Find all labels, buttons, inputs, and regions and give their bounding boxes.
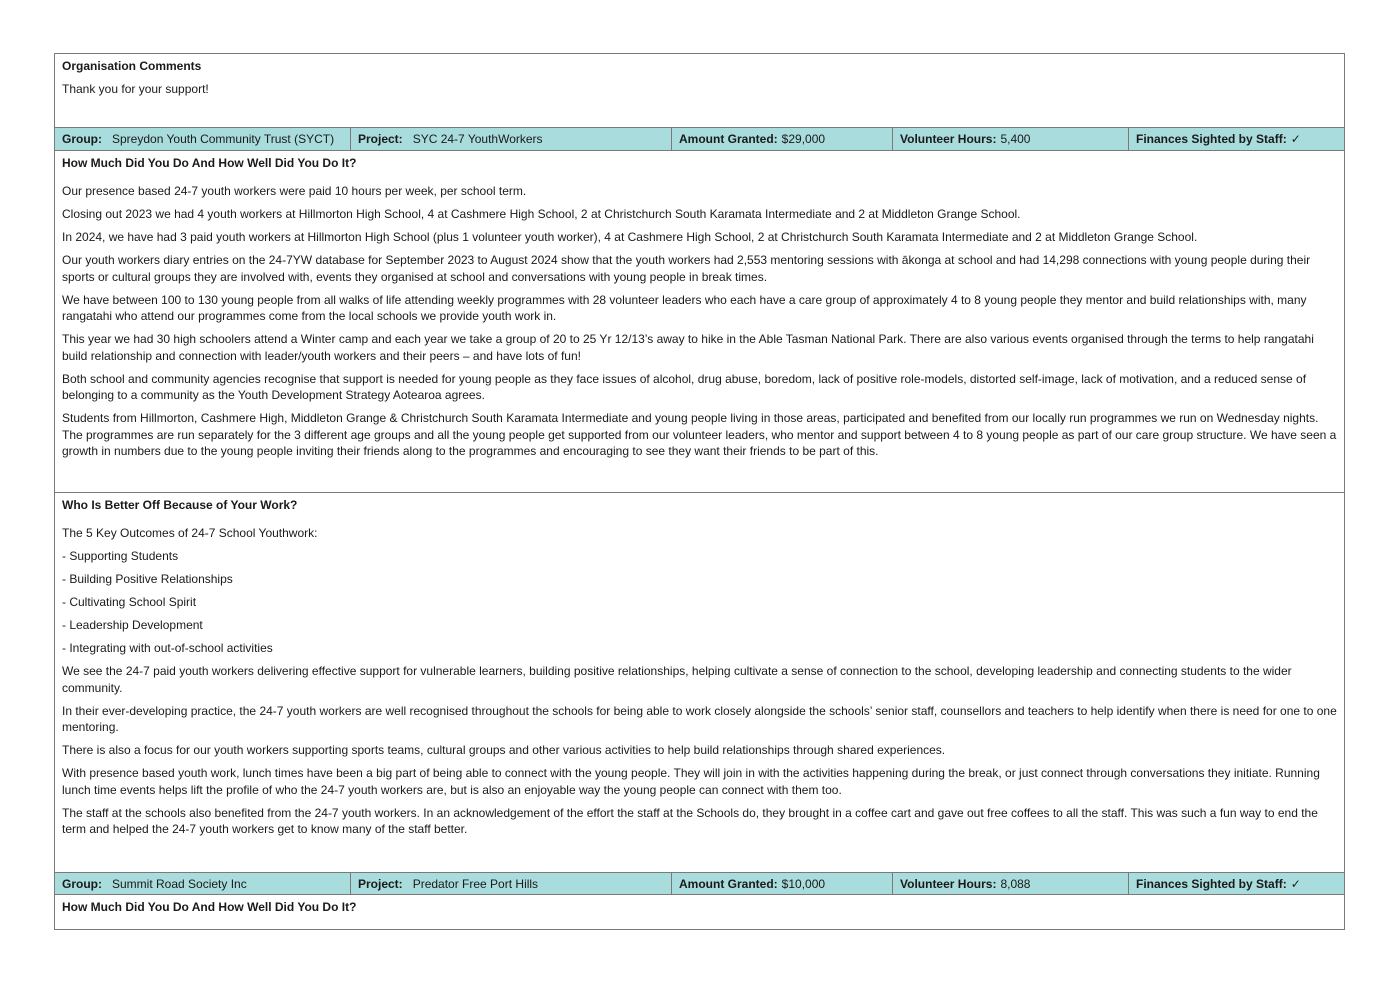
paragraph: There is also a focus for our youth workers supporting sports teams, cultural groups and other various activities to help build relationships through shared experiences. [62, 743, 946, 757]
organisation-comments-heading: Organisation Comments [62, 59, 202, 73]
who-better-off-section [55, 493, 1344, 872]
outcome-item: - Cultivating School Spirit [62, 595, 197, 609]
finances-sighted-label: Finances Sighted by Staff: [1136, 132, 1287, 146]
project-cell [351, 873, 672, 894]
how-much-section [55, 895, 1344, 929]
paragraph: Our presence based 24-7 youth workers were paid 10 hours per week, per school term. [62, 184, 527, 198]
amount-granted-label: Amount Granted: [679, 876, 778, 891]
paragraph: Students from Hillmorton, Cashmere High, Middleton Grange & Christchurch South Karamata Intermediate and young people living in those areas, participated and benefited from our locally run programmes we run on Wednesday nights. The programmes are run separately for the 3 different age groups and all the young people get supported from our volunteer leaders, who mentor and support between 4 to 8 young people as part of our care group structure. We have seen a growth in numbers due to the young people inviting their friends along to the programmes and encouraging to see they want their friends to be part of this. [62, 411, 1337, 458]
paragraph: In their ever-developing practice, the 24-7 youth workers are well recognised throughout the schools for being able to work closely alongside the schools’ senior staff, counsellors and teachers to help identify when there is need for one to one mentoring. [62, 703, 1337, 734]
record-info-bar [55, 872, 1344, 895]
paragraph: In 2024, we have had 3 paid youth workers at Hillmorton High School (plus 1 volunteer youth worker), 4 at Cashmere High School, 2 at Christchurch South Karamata Intermediate and 2 at Middleton Grange School. [62, 230, 1198, 244]
paragraph: We see the 24-7 paid youth workers delivering effective support for vulnerable learners, building positive relationships, helping cultivate a sense of connection to the school, developing leadership and connecting students to the wider community. [62, 664, 1292, 695]
volunteer-hours-cell [893, 873, 1129, 894]
checkmark-icon: ✓ [1290, 876, 1301, 891]
project-cell [351, 128, 672, 150]
paragraph: We have between 100 to 130 young people from all walks of life attending weekly programmes with 28 volunteer leaders who each have a care group of approximately 4 to 8 young people they mentor and build relationships with, many rangatahi who attend our programmes come from the local schools we provide youth work in. [62, 292, 1307, 323]
report-document [54, 53, 1345, 930]
who-better-off-heading: Who Is Better Off Because of Your Work? [62, 498, 298, 512]
volunteer-hours-cell [893, 128, 1129, 150]
project-label: Project: [358, 876, 403, 891]
volunteer-hours-label: Volunteer Hours: [900, 876, 997, 891]
volunteer-hours-value: 8,088 [1000, 876, 1031, 891]
group-value: Summit Road Society Inc [112, 876, 247, 891]
amount-granted-label: Amount Granted: [679, 132, 778, 146]
outcome-item: - Leadership Development [62, 618, 203, 632]
amount-granted-cell [672, 873, 893, 894]
group-label: Group: [62, 876, 102, 891]
amount-granted-value: $29,000 [781, 132, 826, 146]
outcome-item: - Building Positive Relationships [62, 572, 233, 586]
paragraph: With presence based youth work, lunch times have been a big part of being able to connect with the young people. They will join in with the activities happening during the break, or just connect through conversations they initiate. Running lunch time events helps lift the profile of who the 24-7 youth workers are, but is also an enjoyable way the young people can connect with them too. [62, 766, 1320, 797]
finances-sighted-cell [1129, 128, 1344, 150]
how-much-heading: How Much Did You Do And How Well Did You Do It? [62, 156, 357, 170]
paragraph: Both school and community agencies recognise that support is needed for young people as they face issues of alcohol, drug abuse, boredom, lack of positive role-models, distorted self-image, lack of motivation, and a reduced sense of belonging to a community as the Youth Development Strategy Aotearoa agrees. [62, 371, 1307, 402]
volunteer-hours-label: Volunteer Hours: [900, 132, 997, 146]
volunteer-hours-value: 5,400 [1000, 132, 1031, 146]
paragraph: This year we had 30 high schoolers attend a Winter camp and each year we take a group of 20 to 25 Yr 12/13’s away to hike in the Able Tasman National Park. There are also various events organised through the terms to help rangatahi build relationship and connection with leader/youth workers and their peers – and have lots of fun! [62, 332, 1314, 363]
project-value: Predator Free Port Hills [412, 876, 539, 891]
group-label: Group: [62, 132, 102, 146]
checkmark-icon: ✓ [1290, 132, 1301, 146]
how-much-heading: How Much Did You Do And How Well Did You Do It? [62, 900, 357, 914]
project-value: SYC 24-7 YouthWorkers [412, 132, 543, 146]
amount-granted-value: $10,000 [781, 876, 826, 891]
amount-granted-cell [672, 128, 893, 150]
paragraph: Our youth workers diary entries on the 24-7YW database for September 2023 to August 2024 show that the youth workers had 2,553 mentoring sessions with ākonga at school and had 14,298 connections with young people during their sports or cultural groups they are involved with, events they organised at school and conversations with young people in break times. [62, 253, 1311, 284]
finances-sighted-label: Finances Sighted by Staff: [1136, 876, 1287, 891]
paragraph: The staff at the schools also benefited from the 24-7 youth workers. In an acknowledgement of the effort the staff at the Schools do, they brought in a coffee cart and gave out free coffees to all the staff. This was such a fun way to end the term and helped the 24-7 youth workers get to know many of the staff better. [62, 805, 1318, 836]
outcome-item: - Integrating with out-of-school activities [62, 641, 273, 655]
project-label: Project: [358, 132, 403, 146]
group-cell [55, 873, 351, 894]
paragraph: The 5 Key Outcomes of 24-7 School Youthwork: [62, 526, 318, 540]
outcome-item: - Supporting Students [62, 549, 179, 563]
finances-sighted-cell [1129, 873, 1344, 894]
record-info-bar [55, 128, 1344, 151]
group-value: Spreydon Youth Community Trust (SYCT) [112, 132, 335, 146]
group-cell [55, 128, 351, 150]
organisation-comments-section [55, 54, 1344, 128]
how-much-section [55, 151, 1344, 493]
organisation-comments-text: Thank you for your support! [62, 82, 209, 96]
paragraph: Closing out 2023 we had 4 youth workers at Hillmorton High School, 4 at Cashmere High School, 2 at Christchurch South Karamata Intermediate and 2 at Middleton Grange School. [62, 207, 1021, 221]
